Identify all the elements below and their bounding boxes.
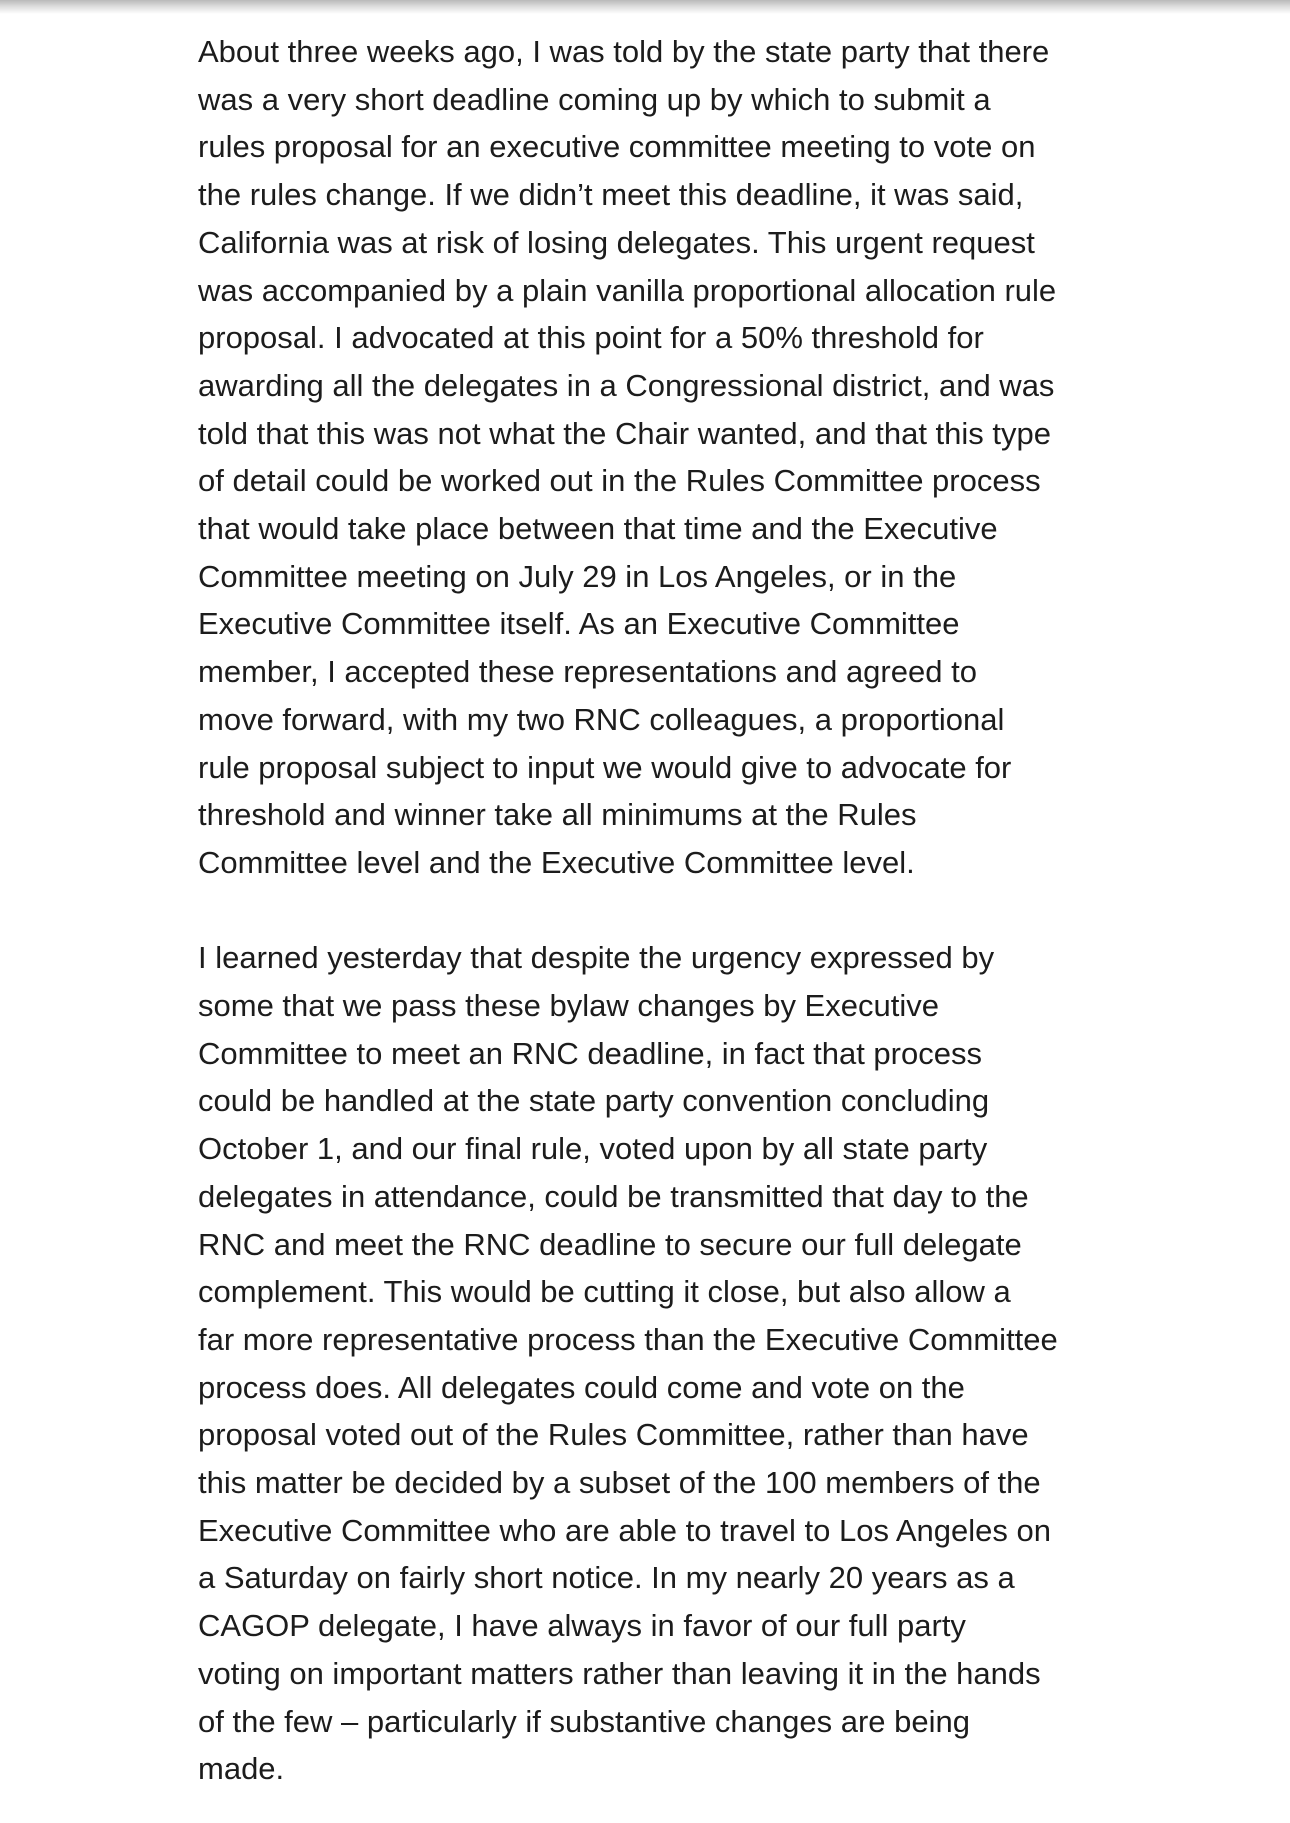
text-line: process does. All delegates could come and vote on the — [198, 1369, 965, 1405]
text-line: this matter be decided by a subset of the 100 members of the — [198, 1465, 1041, 1501]
text-line: of the few – particularly if substantive changes are being — [198, 1703, 971, 1739]
paragraph-2 — [198, 934, 1098, 1793]
text-line: that would take place between that time and the Executive — [198, 511, 998, 547]
text-line: proposal. I advocated at this point for a 50% threshold for — [198, 320, 984, 356]
text-line: the rules change. If we didn’t meet this deadline, it was said, — [198, 177, 1024, 213]
text-line: CAGOP delegate, I have always in favor of our full party — [198, 1608, 966, 1644]
text-line: About three weeks ago, I was told by the state party that there — [198, 34, 1050, 69]
text-line: RNC and meet the RNC deadline to secure our full delegate — [198, 1226, 1022, 1262]
text-line: member, I accepted these representations and agreed to — [198, 654, 977, 690]
text-line: Executive Committee itself. As an Executive Committee — [198, 606, 960, 642]
text-line: California was at risk of losing delegates. This urgent request — [198, 224, 1035, 260]
text-line: Committee meeting on July 29 in Los Angeles, or in the — [198, 558, 957, 594]
text-line: October 1, and our final rule, voted upon by all state party — [198, 1131, 988, 1167]
top-edge-shadow — [0, 0, 1290, 14]
text-line: threshold and winner take all minimums at the Rules — [198, 797, 917, 833]
text-line: complement. This would be cutting it close, but also allow a — [198, 1274, 1011, 1310]
text-line: told that this was not what the Chair wanted, and that this type — [198, 415, 1051, 451]
text-line: Executive Committee who are able to travel to Los Angeles on — [198, 1512, 1051, 1548]
text-line: some that we pass these bylaw changes by Executive — [198, 988, 939, 1024]
text-line: was accompanied by a plain vanilla proportional allocation rule — [198, 272, 1057, 308]
text-line: Committee level and the Executive Committee level. — [198, 844, 915, 880]
text-line: of detail could be worked out in the Rules Committee process — [198, 463, 1041, 499]
paragraph-1 — [198, 28, 1098, 887]
text-line: made. — [198, 1751, 285, 1787]
text-line: could be handled at the state party convention concluding — [198, 1083, 990, 1119]
text-line: a Saturday on fairly short notice. In my nearly 20 years as a — [198, 1560, 1015, 1596]
document-body — [198, 28, 1098, 1793]
text-line: rules proposal for an executive committee meeting to vote on — [198, 129, 1036, 165]
text-line: Committee to meet an RNC deadline, in fact that process — [198, 1035, 982, 1071]
text-line: was a very short deadline coming up by which to submit a — [198, 81, 991, 117]
paragraph-spacer — [198, 887, 1098, 935]
text-line: I learned yesterday that despite the urgency expressed by — [198, 940, 995, 976]
text-line: awarding all the delegates in a Congressional district, and was — [198, 367, 1055, 403]
text-line: far more representative process than the Executive Committee — [198, 1321, 1058, 1357]
text-line: delegates in attendance, could be transmitted that day to the — [198, 1178, 1029, 1214]
text-line: rule proposal subject to input we would give to advocate for — [198, 749, 1012, 785]
text-line: proposal voted out of the Rules Committee, rather than have — [198, 1417, 1029, 1453]
text-line: move forward, with my two RNC colleagues, a proportional — [198, 701, 1005, 737]
text-line: voting on important matters rather than leaving it in the hands — [198, 1655, 1041, 1691]
